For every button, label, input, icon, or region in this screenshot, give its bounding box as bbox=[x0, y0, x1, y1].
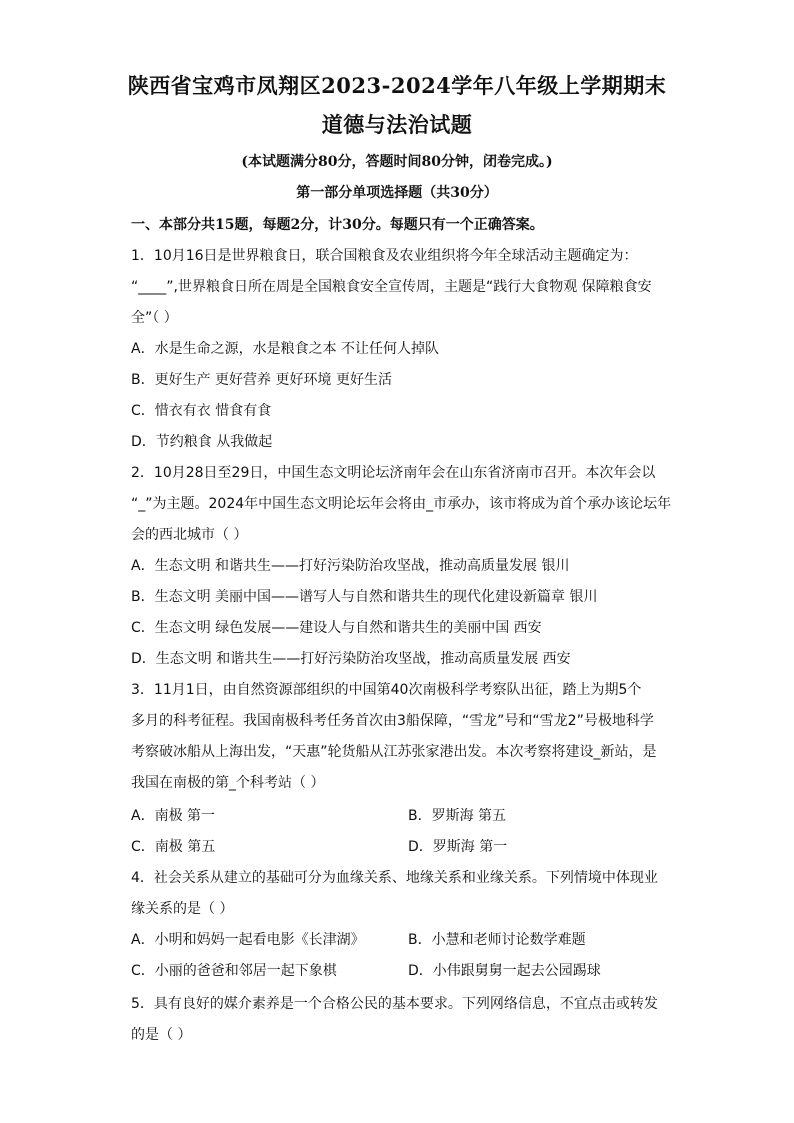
exam-title-line1: 陕西省宝鸡市凤翔区2023-2024学年八年级上学期期末 bbox=[127, 73, 667, 98]
question-3-stem-line3: 考察破冰船从上海出发，“天惠”轮货船从江苏张家港出发。本次考察将建设_新站，是 bbox=[131, 744, 657, 760]
question-4-option-a: A．小明和妈妈一起看电影《长津湖》 bbox=[131, 932, 365, 948]
question-1-stem-line2: “____”,世界粮食日所在周是全国粮食安全宣传周，主题是“践行大食物观 保障粮食安 bbox=[131, 279, 652, 295]
question-3-stem-line4: 我国在南极的第_个科考站（ ） bbox=[131, 775, 325, 791]
question-2-option-c: C．生态文明 绿色发展——建设人与自然和谐共生的美丽中国 西安 bbox=[131, 620, 542, 636]
exam-instructions: (本试题满分80分，答题时间80分钟，闭卷完成。) bbox=[241, 154, 553, 170]
question-2-stem-line1: 2．10月28日至29日，中国生态文明论坛济南年会在山东省济南市召开。本次年会以 bbox=[131, 465, 656, 481]
part-title: 第一部分单项选择题（共30分） bbox=[296, 185, 498, 201]
question-2-option-b: B．生态文明 美丽中国——谱写人与自然和谐共生的现代化建设新篇章 银川 bbox=[131, 589, 598, 605]
question-1-option-a: A．水是生命之源，水是粮食之本 不让任何人掉队 bbox=[131, 341, 440, 357]
question-2-stem-line3: 会的西北城市（ ） bbox=[131, 527, 248, 543]
question-1-option-c: C．惜衣有衣 惜食有食 bbox=[131, 403, 272, 419]
question-3-option-b: B．罗斯海 第五 bbox=[408, 808, 507, 824]
question-3-option-a: A．南极 第一 bbox=[131, 808, 216, 824]
question-3-stem-line1: 3．11月1日，由自然资源部组织的中国第40次南极科学考察队出征，踏上为期5个 bbox=[131, 682, 642, 698]
question-1-option-d: D．节约粮食 从我做起 bbox=[131, 434, 273, 450]
section-heading: 一、本部分共15题，每题2分，计30分。每题只有一个正确答案。 bbox=[131, 217, 544, 233]
question-4-option-d: D．小伟跟舅舅一起去公园踢球 bbox=[408, 963, 601, 979]
question-5-stem-line1: 5．具有良好的媒介素养是一个合格公民的基本要求。下列网络信息，不宜点击或转发 bbox=[131, 996, 658, 1012]
question-4-stem-line1: 4．社会关系从建立的基础可分为血缘关系、地缘关系和业缘关系。下列情境中体现业 bbox=[131, 870, 658, 886]
question-4-stem-line2: 缘关系的是（ ） bbox=[131, 901, 234, 917]
question-1-stem-line1: 1．10月16日是世界粮食日，联合国粮食及农业组织将今年全球活动主题确定为： bbox=[131, 248, 638, 264]
question-2-option-d: D．生态文明 和谐共生——打好污染防治攻坚战，推动高质量发展 西安 bbox=[131, 651, 571, 667]
question-3-option-c: C．南极 第五 bbox=[131, 839, 216, 855]
question-2-stem-line2: “_”为主题。2024年中国生态文明论坛年会将由_市承办，该市将成为首个承办该论坛年 bbox=[131, 496, 672, 512]
question-1-option-b: B．更好生产 更好营养 更好环境 更好生活 bbox=[131, 372, 392, 388]
question-3-stem-line2: 多月的科考征程。我国南极科考任务首次由3船保障，“雪龙”号和“雪龙2”号极地科学 bbox=[131, 713, 654, 729]
question-2-option-a: A．生态文明 和谐共生——打好污染防治攻坚战，推动高质量发展 银川 bbox=[131, 558, 570, 574]
question-3-option-d: D．罗斯海 第一 bbox=[408, 839, 508, 855]
question-1-stem-line3: 全”（ ） bbox=[131, 310, 178, 326]
question-5-stem-line2: 的是（ ） bbox=[131, 1027, 192, 1043]
exam-title-line2: 道德与法治试题 bbox=[321, 112, 473, 137]
question-4-option-b: B．小慧和老师讨论数学难题 bbox=[408, 932, 586, 948]
question-4-option-c: C．小丽的爸爸和邻居一起下象棋 bbox=[131, 963, 337, 979]
